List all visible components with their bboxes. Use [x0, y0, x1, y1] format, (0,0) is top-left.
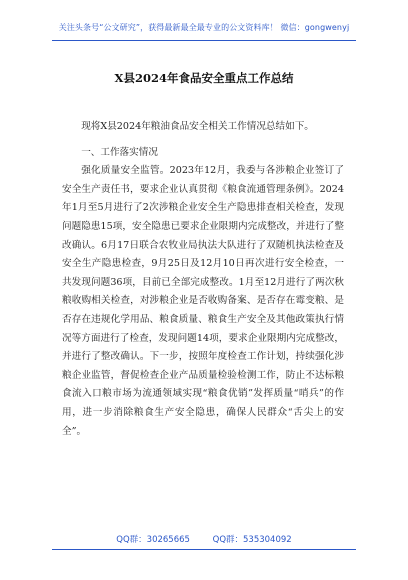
body-paragraph: 强化质量安全监管。2023年12月，我委与各涉粮企业签订了安全生产责任书，要求企业认真贯彻《粮食流通管理条例》。2024年1月至5月进行了2次涉粮企业安全生产隐患排查相关检查，发现问题隐患15项，安全隐患已要求企业限期内完成整改，并进行了整改确认。6月17日联合农牧业局执法大队进行了双随机执法检查及安全生产隐患检查，9月25日及12月10日再次进行安全检查，一共发现问题36项，目前已全部完成整改。1月至12月进行了两次秋粮收购相关检查，对涉粮企业是否收购备案、是否存在霉变粮、是否存在违规化学用品、粮食质量、粮食生产安全及其他政策执行情况等方面进行了检查，发现问题14项，要求企业限期内完成整改，并进行了整改确认。下一步，按照年度检查工作计划，持续强化涉粮企业监管，督促检查企业产品质量检验检测工作，防止不达标粮食流入口粮市场为流通领域实现“粮食优销”发挥质量“哨兵”的作用，进一步消除粮食生产安全隐患，确保人民群众“舌尖上的安全”。 — [62, 165, 344, 437]
footer — [0, 533, 408, 545]
footer-qq-group-1: QQ群：30265665 — [116, 535, 190, 545]
header-divider — [52, 40, 356, 41]
header-banner: 关注头条号“公文研究”，获得最新最全最专业的公文资料库！ 微信：gongwenyj — [58, 23, 350, 32]
footer-divider — [52, 549, 356, 550]
footer-qq-group-2: QQ群：535304092 — [212, 535, 292, 545]
document-title: X县2024年食品安全重点工作总结 — [114, 71, 294, 85]
section-heading: 一、工作落实情况 — [81, 146, 158, 158]
intro-paragraph: 现将X县2024年粮油食品安全相关工作情况总结如下。 — [81, 121, 314, 132]
document-body — [62, 118, 344, 441]
